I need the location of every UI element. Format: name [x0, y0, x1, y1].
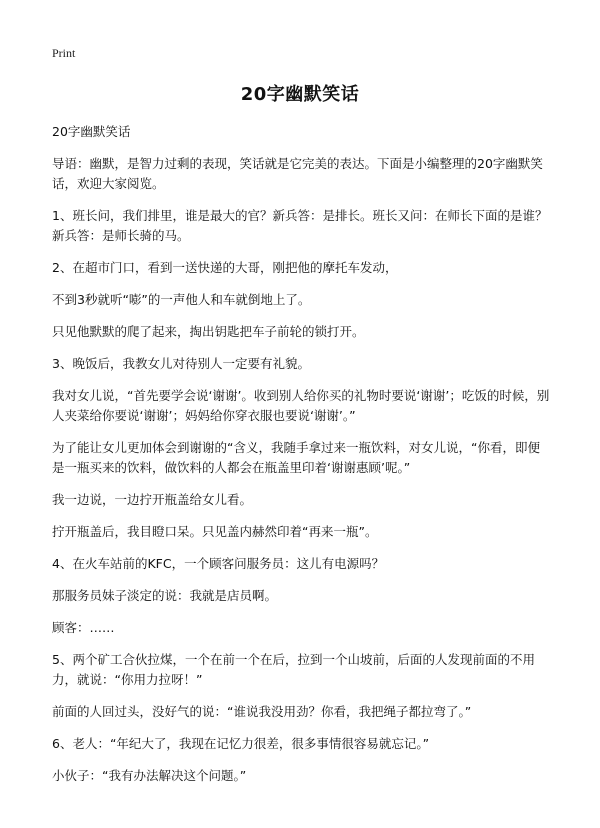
joke-paragraph: 小伙子：“我有办法解决这个问题。” — [52, 768, 247, 783]
joke-paragraph: 4、在火车站前的KFC，一个顾客问服务员：这儿有电源吗？ — [52, 556, 385, 571]
joke-paragraph: 那服务员妹子淡定的说：我就是店员啊。 — [52, 588, 278, 603]
joke-paragraph: 只见他默默的爬了起来，掏出钥匙把车子前轮的锁打开。 — [52, 324, 365, 339]
joke-paragraph: 2、在超市门口，看到一送快递的大哥，刚把他的摩托车发动， — [52, 260, 398, 275]
subtitle-paragraph: 20字幽默笑话 — [52, 124, 131, 139]
joke-paragraph: 1、班长问，我们排里，谁是最大的官？新兵答：是排长。班长又问：在师长下面的是谁？新兵答：是师长骑的马。 — [52, 208, 548, 243]
page-title: 20字幽默笑话 — [240, 84, 360, 105]
joke-paragraph: 拧开瓶盖后，我目瞪口呆。只见盖内赫然印着“再来一瓶”。 — [52, 524, 378, 539]
joke-paragraph: 我一边说，一边拧开瓶盖给女儿看。 — [52, 492, 253, 507]
joke-paragraph: 顾客：…… — [52, 620, 115, 635]
joke-paragraph: 3、晚饭后，我教女儿对待别人一定要有礼貌。 — [52, 356, 310, 371]
intro-paragraph: 导语：幽默，是智力过剩的表现，笑话就是它完美的表达。下面是小编整理的20字幽默笑话，欢迎大家阅览。 — [52, 156, 543, 191]
joke-paragraph: 6、老人：“年纪大了，我现在记忆力很差，很多事情很容易就忘记。” — [52, 736, 430, 751]
joke-paragraph: 我对女儿说，“首先要学会说‘谢谢’。收到别人给你买的礼物时要说‘谢谢’；吃饭的时候，别人夹菜给你要说‘谢谢’；妈妈给你穿衣服也要说‘谢谢’。” — [52, 388, 550, 423]
joke-paragraph: 为了能让女儿更加体会到谢谢的“含义，我随手拿过来一瓶饮料，对女儿说，“你看，即便是一瓶买来的饮料，做饮料的人都会在瓶盖里印着‘谢谢惠顾’呢。” — [52, 440, 540, 475]
joke-paragraph: 前面的人回过头，没好气的说：“谁说我没用劲？你看，我把绳子都拉弯了。” — [52, 704, 472, 719]
article-body — [52, 122, 552, 798]
print-label[interactable]: Print — [52, 46, 76, 60]
joke-paragraph: 不到3秒就听“嘭”的一声他人和车就倒地上了。 — [52, 292, 311, 307]
joke-paragraph: 5、两个矿工合伙拉煤，一个在前一个在后，拉到一个山坡前，后面的人发现前面的不用力，就说：“你用力拉呀！” — [52, 652, 535, 687]
